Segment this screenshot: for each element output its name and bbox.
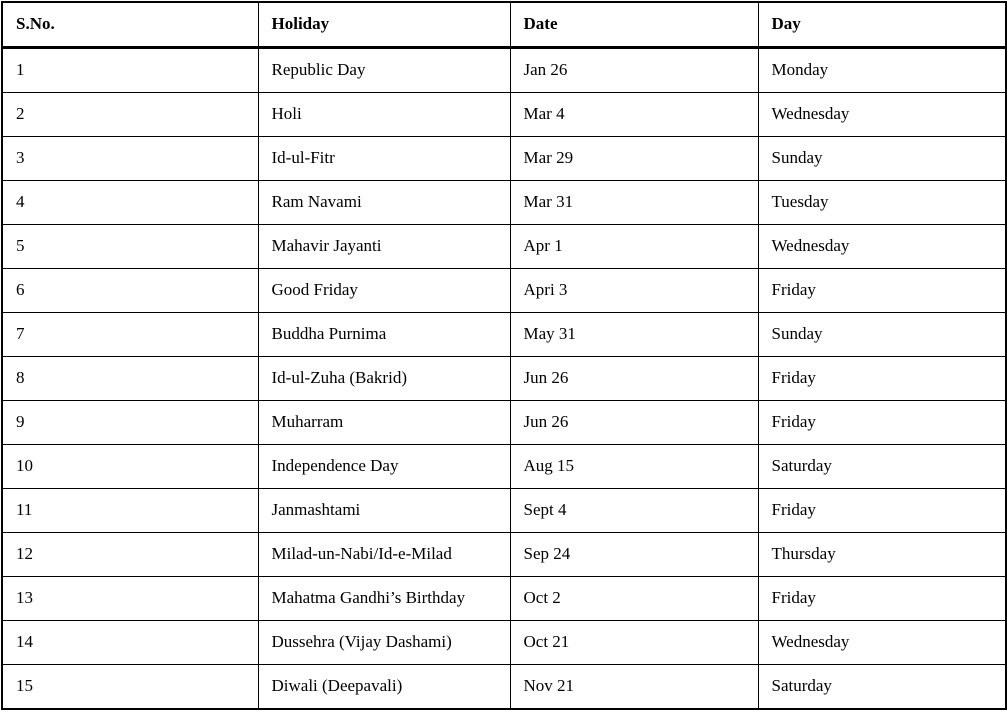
cell-sno: 4 <box>2 180 258 224</box>
table-row <box>2 576 1006 620</box>
cell-day: Sunday <box>758 312 1006 356</box>
cell-holiday: Milad-un-Nabi/Id-e-Milad <box>258 532 510 576</box>
header-cell-sno: S.No. <box>2 2 258 48</box>
table-row <box>2 224 1006 268</box>
cell-day: Friday <box>758 268 1006 312</box>
cell-date: Mar 31 <box>510 180 758 224</box>
cell-day: Wednesday <box>758 620 1006 664</box>
cell-holiday: Good Friday <box>258 268 510 312</box>
cell-day: Thursday <box>758 532 1006 576</box>
header-cell-day: Day <box>758 2 1006 48</box>
cell-holiday: Mahavir Jayanti <box>258 224 510 268</box>
table-row <box>2 444 1006 488</box>
cell-date: Nov 21 <box>510 664 758 709</box>
cell-date: Mar 29 <box>510 137 758 181</box>
cell-day: Wednesday <box>758 224 1006 268</box>
cell-date: Jun 26 <box>510 400 758 444</box>
cell-sno: 10 <box>2 444 258 488</box>
cell-sno: 8 <box>2 356 258 400</box>
cell-day: Friday <box>758 488 1006 532</box>
table-row <box>2 488 1006 532</box>
cell-sno: 2 <box>2 93 258 137</box>
table-row <box>2 48 1006 93</box>
cell-date: Apri 3 <box>510 268 758 312</box>
table-row <box>2 137 1006 181</box>
table-row <box>2 93 1006 137</box>
cell-holiday: Id-ul-Zuha (Bakrid) <box>258 356 510 400</box>
cell-day: Friday <box>758 356 1006 400</box>
cell-holiday: Holi <box>258 93 510 137</box>
table-row <box>2 268 1006 312</box>
cell-date: Aug 15 <box>510 444 758 488</box>
cell-date: Mar 4 <box>510 93 758 137</box>
cell-sno: 14 <box>2 620 258 664</box>
table-row <box>2 664 1006 709</box>
cell-sno: 3 <box>2 137 258 181</box>
table-row <box>2 180 1006 224</box>
table-row <box>2 356 1006 400</box>
cell-sno: 13 <box>2 576 258 620</box>
cell-holiday: Dussehra (Vijay Dashami) <box>258 620 510 664</box>
cell-date: Sept 4 <box>510 488 758 532</box>
cell-date: Oct 2 <box>510 576 758 620</box>
header-cell-date: Date <box>510 2 758 48</box>
cell-holiday: Republic Day <box>258 48 510 93</box>
table-header-row <box>2 2 1006 48</box>
cell-sno: 12 <box>2 532 258 576</box>
cell-date: Oct 21 <box>510 620 758 664</box>
cell-day: Friday <box>758 576 1006 620</box>
cell-day: Friday <box>758 400 1006 444</box>
cell-date: Sep 24 <box>510 532 758 576</box>
holiday-list-table <box>1 1 1007 710</box>
table-row <box>2 400 1006 444</box>
cell-day: Tuesday <box>758 180 1006 224</box>
cell-day: Saturday <box>758 444 1006 488</box>
cell-date: Jan 26 <box>510 48 758 93</box>
cell-sno: 15 <box>2 664 258 709</box>
cell-date: May 31 <box>510 312 758 356</box>
cell-holiday: Diwali (Deepavali) <box>258 664 510 709</box>
cell-day: Wednesday <box>758 93 1006 137</box>
cell-holiday: Ram Navami <box>258 180 510 224</box>
cell-day: Sunday <box>758 137 1006 181</box>
cell-sno: 6 <box>2 268 258 312</box>
cell-holiday: Muharram <box>258 400 510 444</box>
cell-sno: 11 <box>2 488 258 532</box>
cell-holiday: Id-ul-Fitr <box>258 137 510 181</box>
table-row <box>2 532 1006 576</box>
header-cell-holiday: Holiday <box>258 2 510 48</box>
cell-date: Jun 26 <box>510 356 758 400</box>
cell-day: Saturday <box>758 664 1006 709</box>
cell-sno: 5 <box>2 224 258 268</box>
cell-holiday: Independence Day <box>258 444 510 488</box>
cell-sno: 7 <box>2 312 258 356</box>
cell-sno: 1 <box>2 48 258 93</box>
table-body <box>2 48 1006 710</box>
table-row <box>2 312 1006 356</box>
cell-date: Apr 1 <box>510 224 758 268</box>
table-row <box>2 620 1006 664</box>
cell-holiday: Mahatma Gandhi’s Birthday <box>258 576 510 620</box>
cell-day: Monday <box>758 48 1006 93</box>
cell-holiday: Janmashtami <box>258 488 510 532</box>
cell-sno: 9 <box>2 400 258 444</box>
cell-holiday: Buddha Purnima <box>258 312 510 356</box>
